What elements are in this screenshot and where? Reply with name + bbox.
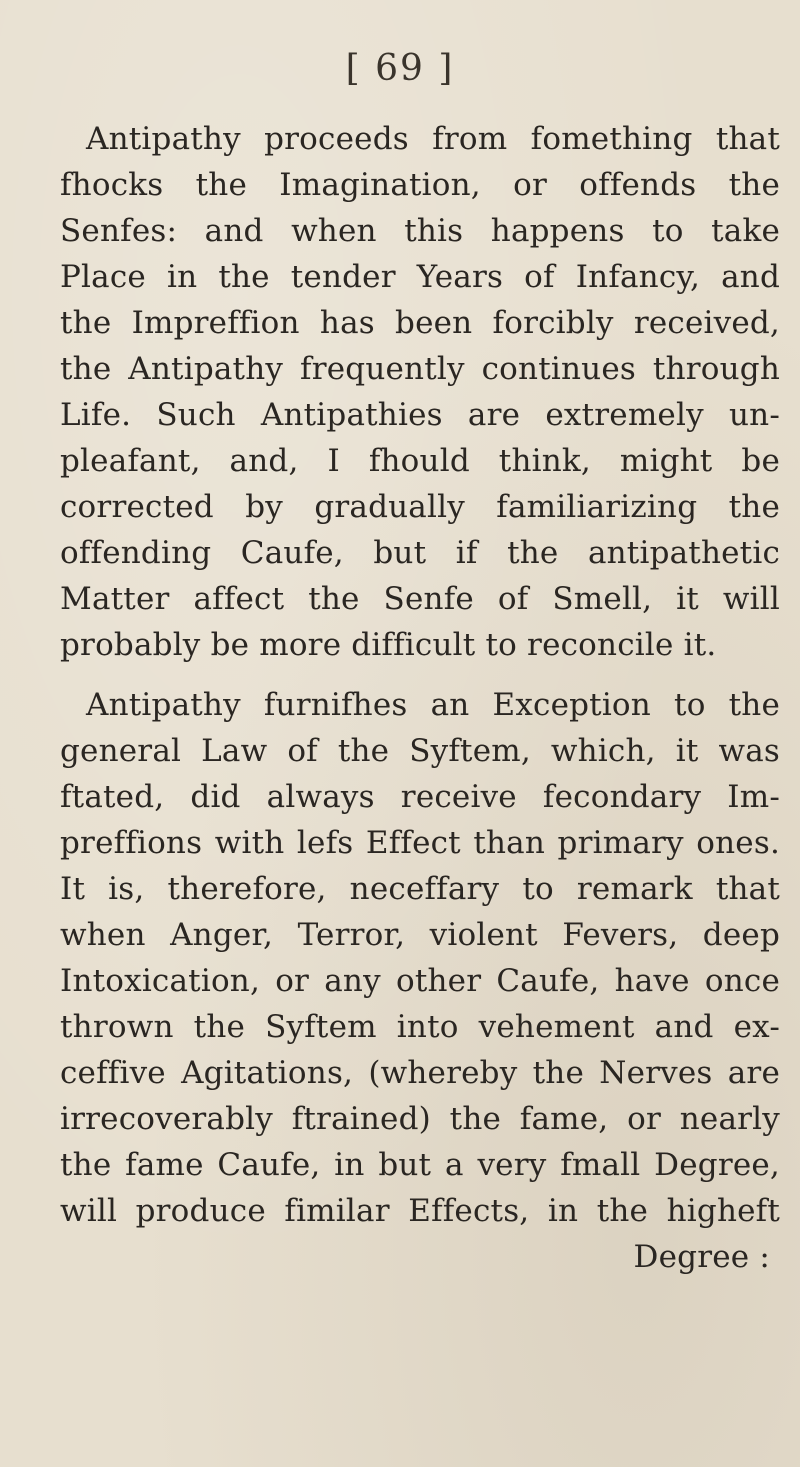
text-line: general Law of the Syftem, which, it was: [60, 733, 780, 769]
text-line: Senfes: and when this happens to take: [60, 213, 780, 249]
text-line: ftated, did always receive fecondary Im-: [60, 779, 780, 815]
text-line: offending Caufe, but if the antipathetic: [60, 535, 780, 571]
text-line: preffions with lefs Effect than primary ones.: [60, 825, 780, 861]
text-line: pleafant, and, I fhould think, might be: [60, 443, 780, 479]
text-line: the fame Caufe, in but a very fmall Degree,: [60, 1147, 780, 1183]
text-line: the Antipathy frequently continues through: [60, 351, 780, 387]
text-line: thrown the Syftem into vehement and ex-: [60, 1009, 780, 1045]
text-line: Antipathy furnifhes an Exception to the: [86, 687, 780, 723]
text-line: ceffive Agitations, (whereby the Nerves are: [60, 1055, 780, 1091]
paragraph: [60, 682, 780, 1280]
page-number: [ 69 ]: [345, 48, 455, 89]
text-line: will produce fimilar Effects, in the higheft: [60, 1193, 780, 1229]
text-line: fhocks the Imagination, or offends the: [60, 167, 780, 203]
text-line: corrected by gradually familiarizing the: [60, 489, 780, 525]
text-line: Life. Such Antipathies are extremely un-: [60, 397, 780, 433]
text-line: the Impreffion has been forcibly received,: [60, 305, 780, 341]
text-line: Antipathy proceeds from fomething that: [86, 121, 780, 157]
text-line: when Anger, Terror, violent Fevers, deep: [60, 917, 780, 953]
text-line: probably be more difficult to reconcile it.: [60, 627, 717, 663]
text-line: Place in the tender Years of Infancy, and: [60, 259, 780, 295]
text-line: Intoxication, or any other Caufe, have once: [60, 963, 780, 999]
text-line: It is, therefore, neceffary to remark that: [60, 871, 780, 907]
text-line: irrecoverably ftrained) the fame, or nearly: [60, 1101, 780, 1137]
catchword: Degree :: [633, 1239, 770, 1275]
text-line: Matter affect the Senfe of Smell, it will: [60, 581, 780, 617]
paragraph: [60, 116, 780, 668]
